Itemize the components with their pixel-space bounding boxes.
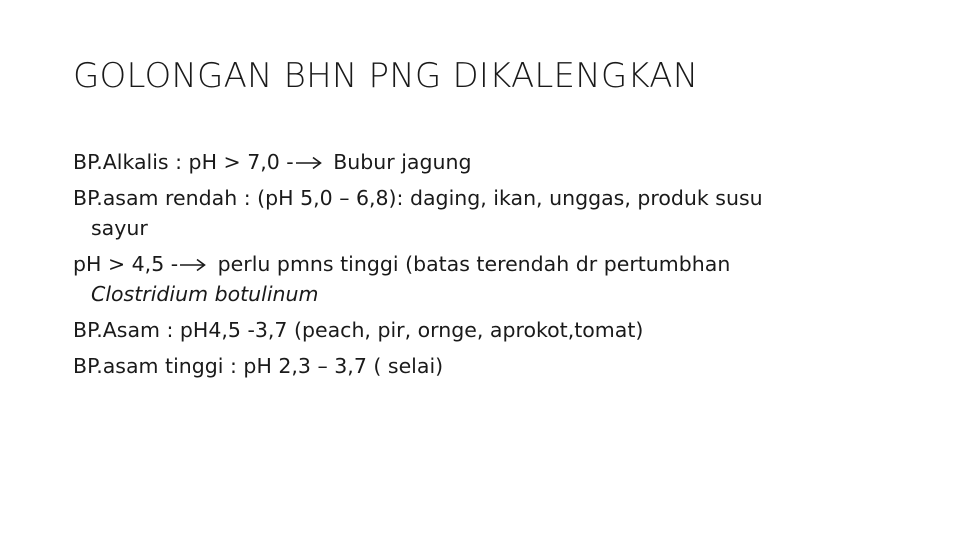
item-text-post: perlu pmns tinggi (batas terendah dr pertumbhan xyxy=(211,252,731,276)
item-text-pre: pH > 4,5 - xyxy=(73,252,179,276)
list-item-continuation: sayur xyxy=(91,216,148,240)
list-item-asam-tinggi xyxy=(73,351,893,381)
list-item-line: BP.Asam : pH4,5 -3,7 (peach, pir, ornge, aprokot,tomat) xyxy=(73,318,644,342)
right-arrow-icon xyxy=(295,156,323,170)
slide-body xyxy=(73,147,893,387)
list-item-line xyxy=(73,249,893,279)
list-item-ph-45 xyxy=(73,249,893,309)
right-arrow-icon xyxy=(179,258,207,272)
list-item-line xyxy=(73,147,893,177)
item-text-pre: BP.Alkalis : pH > 7,0 - xyxy=(73,150,294,174)
list-item-asam xyxy=(73,315,893,345)
list-item-alkalis xyxy=(73,147,893,177)
slide-title: GOLONGAN BHN PNG DIKALENGKAN xyxy=(73,56,699,96)
item-text-post: Bubur jagung xyxy=(326,150,472,174)
list-item-asam-rendah xyxy=(73,183,893,243)
list-item-line: BP.asam rendah : (pH 5,0 – 6,8): daging, ikan, unggas, produk susu xyxy=(73,186,763,210)
list-item-continuation: Clostridium botulinum xyxy=(91,282,319,306)
list-item-line: BP.asam tinggi : pH 2,3 – 3,7 ( selai) xyxy=(73,354,444,378)
